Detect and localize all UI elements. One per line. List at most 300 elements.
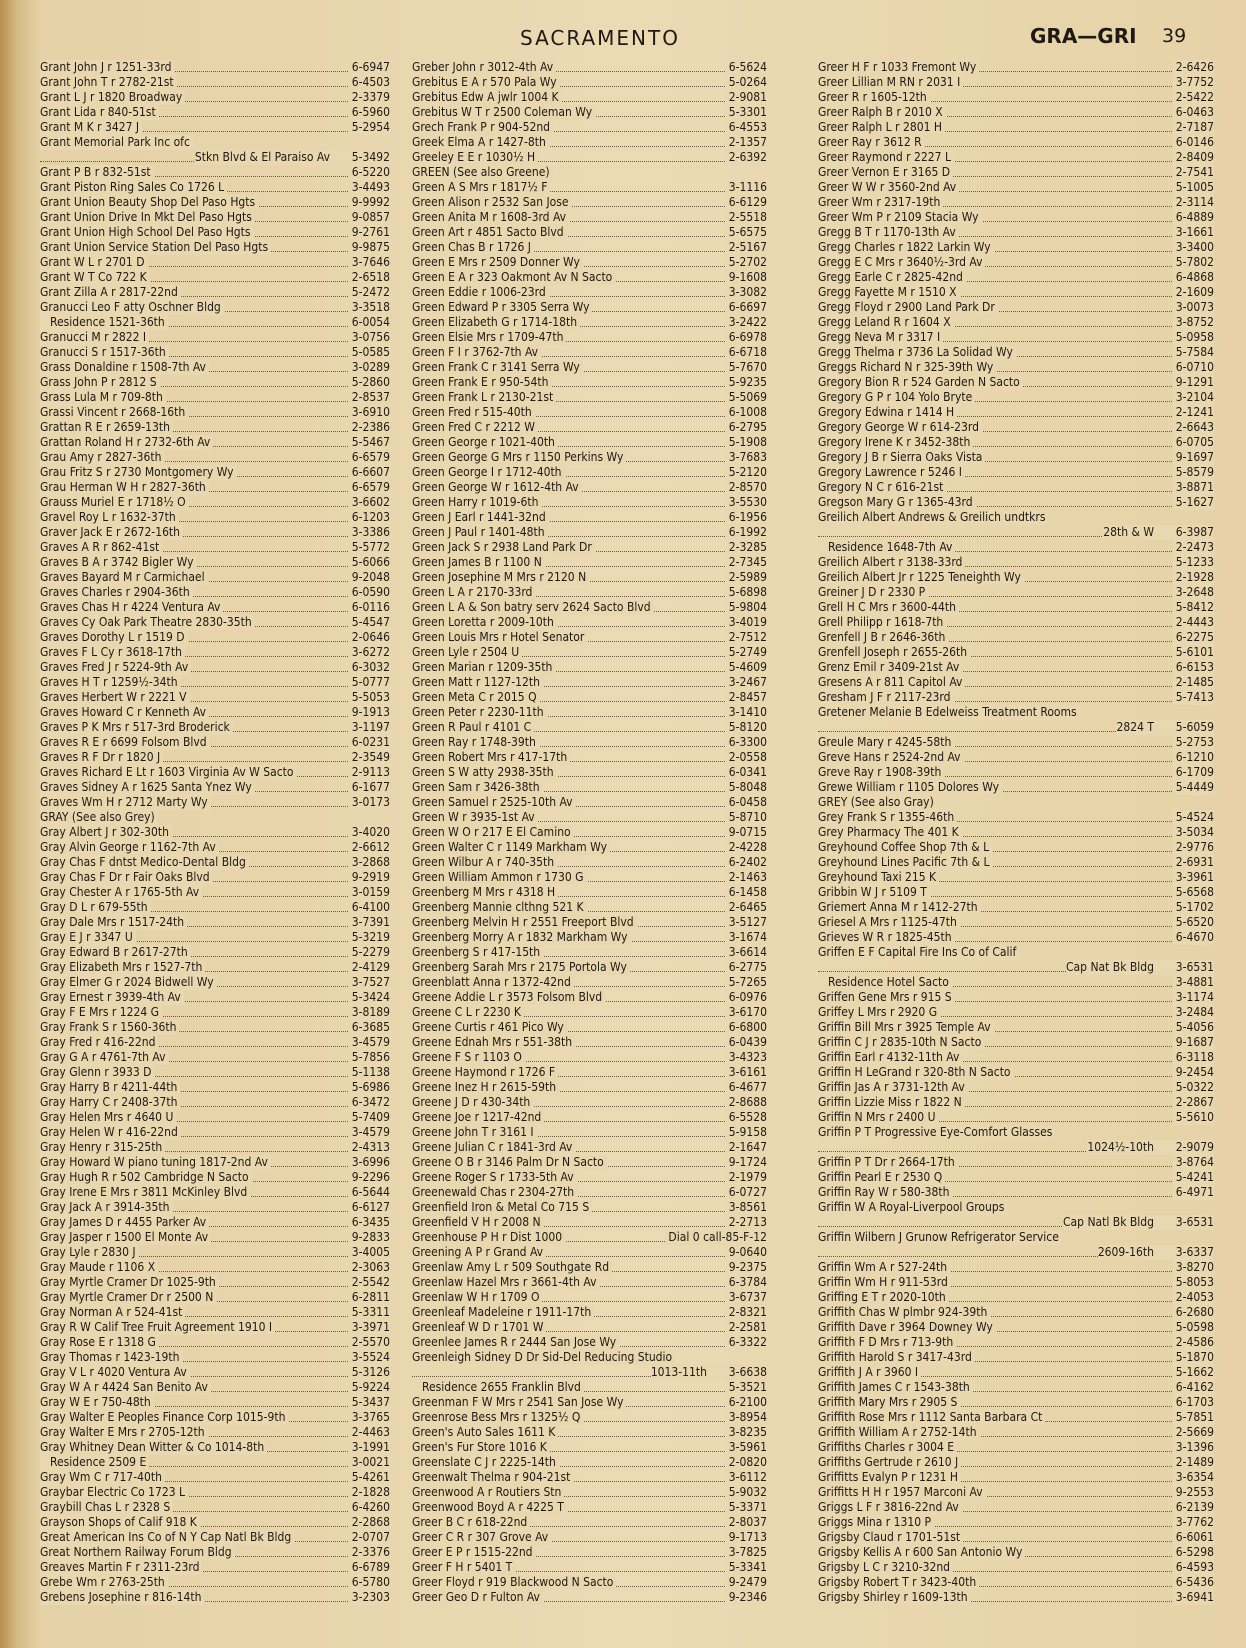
phone-number: 2-6612 [349,840,390,855]
phone-number: 5-8412 [1173,600,1214,615]
listing-entry [818,810,1214,825]
phone-number: 3-7391 [349,915,390,930]
listing-entry [412,180,767,195]
listing-entry [412,1440,767,1455]
listing-text: Grass John P r 2812 S [40,375,160,390]
listing-entry [40,240,390,255]
listing-entry [40,660,390,675]
listing-text: Granucci S r 1517-36th [40,345,169,360]
listing-text: Green Walter C r 1149 Markham Wy [412,840,610,855]
listing-text: Grewe William r 1105 Dolores Wy [818,780,1002,795]
listing-entry [412,60,767,75]
listing-entry [40,525,390,540]
listing-entry [818,180,1214,195]
listing-entry [40,1095,390,1110]
phone-number: 9-2375 [726,1260,767,1275]
phone-number: 6-0054 [349,315,390,330]
listing-text: Green William Ammon r 1730 G [412,870,587,885]
listing-entry [412,810,767,825]
phone-number: 2-8688 [726,1095,767,1110]
listing-text: Green Matt r 1127-12th [412,675,543,690]
phone-number: 2-4313 [349,1140,390,1155]
phone-number: 6-5960 [349,105,390,120]
listing-text: Gray Elmer G r 2024 Bidwell Wy [40,975,217,990]
listing-text: Griggs Mina r 1310 P [818,1515,934,1530]
listing-entry [818,1290,1214,1305]
phone-number: 5-6898 [726,585,767,600]
phone-number: 5-1870 [1173,1350,1214,1365]
listing-text: Griffen Gene Mrs r 915 S [818,990,955,1005]
listing-entry [818,1410,1214,1425]
listing-text: Green George G Mrs r 1150 Perkins Wy [412,450,626,465]
phone-number: 6-6129 [726,195,767,210]
phone-number: 6-6697 [726,300,767,315]
listing-entry [818,1155,1214,1170]
phone-number: 3-0021 [349,1455,390,1470]
phone-number: 2-0820 [726,1455,767,1470]
listing-text: Griffiths Charles r 3004 E [818,1440,957,1455]
listing-text: Green Marian r 1209-35th [412,660,555,675]
phone-number: 3-4019 [726,615,767,630]
listing-text: Greenwalt Thelma r 904-21st [412,1470,573,1485]
listing-entry [40,120,390,135]
phone-number: 2-1979 [726,1170,767,1185]
phone-number: 5-1233 [1173,555,1214,570]
phone-number: 9-2553 [1173,1485,1214,1500]
listing-entry [412,1275,767,1290]
listing-text: GREY (See also Gray) [818,795,937,810]
listing-text: Griffin Pearl E r 2530 Q [818,1170,945,1185]
listing-entry [40,900,390,915]
listing-text: Greer Ralph B r 2010 X [818,105,946,120]
listing-text: Grigsby Kellis A r 600 San Antonio Wy [818,1545,1025,1560]
listing-text: Green Peter r 2230-11th [412,705,547,720]
phone-number: 6-6127 [349,1200,390,1215]
listing-text: Green E A r 323 Oakmont Av N Sacto [412,270,615,285]
listing-entry [818,1515,1214,1530]
phone-number: 2-4463 [349,1425,390,1440]
listing-entry [818,420,1214,435]
phone-number: 2-5669 [1173,1425,1214,1440]
listing-text: Griffith Chas W plmbr 924-39th [818,1305,990,1320]
listing-text: Graves F L Cy r 3618-17th [40,645,185,660]
listing-entry [412,660,767,675]
listing-entry [40,1515,390,1530]
phone-number: 2-3114 [1173,195,1214,210]
phone-number: 9-2346 [726,1590,767,1605]
listing-entry [818,885,1214,900]
listing-text: Gregory Lawrence r 5246 I [818,465,965,480]
listing-entry [412,1185,767,1200]
listing-entry [818,945,1214,960]
listing-entry [40,1230,390,1245]
listing-entry [412,705,767,720]
listing-text: Griffith Mary Mrs r 2905 S [818,1395,960,1410]
phone-number: 5-3424 [349,990,390,1005]
phone-number: 2-4228 [726,840,767,855]
listing-text: Green Frank E r 950-54th [412,375,551,390]
phone-number: 9-1913 [349,705,390,720]
phone-number: 6-2275 [1173,630,1214,645]
phone-number: 9-1291 [1173,375,1214,390]
phone-number: 6-4593 [1173,1560,1214,1575]
listing-entry [818,345,1214,360]
listing-entry [412,1395,767,1410]
listing-text: Graves R E r 6699 Folsom Blvd [40,735,210,750]
listing-entry [818,1335,1214,1350]
listing-text: Green Samuel r 2525-10th Av [412,795,576,810]
listing-text: Grant John J r 1251-33rd [40,60,174,75]
phone-number: 6-1956 [726,510,767,525]
listing-entry [412,1035,767,1050]
listing-entry [818,255,1214,270]
listing-text: Green Louis Mrs r Hotel Senator [412,630,587,645]
listing-entry [412,1050,767,1065]
listing-entry [40,300,390,315]
listing-text: Gregg Thelma r 3736 La Solidad Wy [818,345,1016,360]
listing-entry [40,600,390,615]
phone-number: 3-1197 [349,720,390,735]
listing-text: Gray Irene E Mrs r 3811 McKinley Blvd [40,1185,250,1200]
listing-entry [412,1020,767,1035]
phone-number: 2-8409 [1173,150,1214,165]
listing-entry [818,285,1214,300]
listing-text: Gray Harry B r 4211-44th [40,1080,180,1095]
listing-entry [412,90,767,105]
listing-entry [40,1485,390,1500]
phone-number: 5-3341 [726,1560,767,1575]
listing-entry [412,405,767,420]
listing-entry [40,885,390,900]
phone-number: 6-3435 [349,1215,390,1230]
phone-number: 5-3371 [726,1500,767,1515]
listing-entry [818,765,1214,780]
phone-number: 3-6941 [1173,1590,1214,1605]
phone-number: 6-6718 [726,345,767,360]
listing-entry [818,315,1214,330]
phone-number: 6-0146 [1173,135,1214,150]
listing-entry [818,915,1214,930]
listing-text: Griffing E T r 2020-10th [818,1290,949,1305]
phone-number: 6-5780 [349,1575,390,1590]
listing-text: Gray Jasper r 1500 El Monte Av [40,1230,211,1245]
listing-entry [818,1305,1214,1320]
phone-number: 3-2868 [349,855,390,870]
listing-text: Grant Lida r 840-51st [40,105,159,120]
listing-text: Griffin Earl r 4132-11th Av [818,1050,962,1065]
listing-entry [412,930,767,945]
phone-number: 5-6066 [349,555,390,570]
listing-entry [412,135,767,150]
listing-entry [40,285,390,300]
listing-entry [412,540,767,555]
listing-entry [40,1590,390,1605]
listing-entry [40,645,390,660]
listing-text: Grebens Josephine r 816-14th [40,1590,204,1605]
phone-number: 5-8053 [1173,1275,1214,1290]
phone-number: 6-3118 [1173,1050,1214,1065]
phone-number: 6-4260 [349,1500,390,1515]
listing-entry [412,855,767,870]
listing-entry [818,1365,1214,1380]
listing-text: Gresens A r 811 Capitol Av [818,675,965,690]
phone-number: 5-2120 [726,465,767,480]
listing-entry [412,570,767,585]
listing-text: Gray Thomas r 1423-19th [40,1350,183,1365]
phone-number: 3-1116 [726,180,767,195]
listing-entry [818,1020,1214,1035]
listing-text: Greenslate C J r 2225-14th [412,1455,559,1470]
listing-entry [40,405,390,420]
phone-number: 3-4579 [349,1035,390,1050]
listing-text: Grigsby Claud r 1701-51st [818,1530,963,1545]
listing-text: Residence 1648-7th Av [818,540,955,555]
listing-entry [40,1155,390,1170]
listing-text: Greenberg Melvin H r 2551 Freeport Blvd [412,915,637,930]
phone-number: 3-4579 [349,1125,390,1140]
listing-entry [412,1230,767,1245]
listing-text: Greber John r 3012-4th Av [412,60,556,75]
phone-number: 5-7584 [1173,345,1214,360]
listing-entry [818,1215,1214,1230]
listing-text: Green Robert Mrs r 417-17th [412,750,570,765]
listing-text: Gray W A r 4424 San Benito Av [40,1380,211,1395]
phone-number: 2-1463 [726,870,767,885]
listing-text: Gregory J B r Sierra Oaks Vista [818,450,985,465]
phone-number: 6-2680 [1173,1305,1214,1320]
phone-number: 9-0640 [726,1245,767,1260]
listing-text: Greene Curtis r 461 Pico Wy [412,1020,567,1035]
listing-text: Green Chas B r 1726 J [412,240,534,255]
phone-number: 6-1458 [726,885,767,900]
listing-text: Residence 2509 E [40,1455,149,1470]
phone-number: 2-1485 [1173,675,1214,690]
listing-text: Gray Chas F dntst Medico-Dental Bldg [40,855,249,870]
listing-text: Gray Chas F Dr r Fair Oaks Blvd [40,870,213,885]
listing-entry [412,510,767,525]
listing-entry [40,330,390,345]
listing-text: Grauss Muriel E r 1718½ O [40,495,189,510]
phone-number: 2-1828 [349,1485,390,1500]
listing-text: Green's Fur Store 1016 K [412,1440,550,1455]
phone-number: 5-9158 [726,1125,767,1140]
listing-text: Greggs Richard N r 325-39th Wy [818,360,996,375]
phone-number: 5-8710 [726,810,767,825]
listing-text: Gray Myrtle Cramer Dr 1025-9th [40,1275,219,1290]
phone-number: 3-4323 [726,1050,767,1065]
phone-number: 2-4053 [1173,1290,1214,1305]
listing-text: Gray Lyle r 2830 J [40,1245,139,1260]
listing-entry [818,1560,1214,1575]
listing-text: Greer Floyd r 919 Blackwood N Sacto [412,1575,616,1590]
listing-text: Great American Ins Co of N Y Cap Natl Bk Bldg [40,1530,294,1545]
phone-number: 5-6059 [1173,720,1214,735]
phone-number: 6-3987 [1173,525,1214,540]
listing-text: Gravel Roy L r 1632-37th [40,510,179,525]
listing-entry [818,960,1214,975]
phone-number: 2-5167 [726,240,767,255]
listing-text: Graves Fred J r 5224-9th Av [40,660,191,675]
listing-entry [40,780,390,795]
listing-entry [40,540,390,555]
listing-text: Green L A & Son batry serv 2624 Sacto Blvd [412,600,654,615]
listing-entry [412,990,767,1005]
phone-number: 3-5961 [726,1440,767,1455]
listing-text: Green Elizabeth G r 1714-18th [412,315,580,330]
phone-number: 6-6579 [349,450,390,465]
listing-entry [412,150,767,165]
phone-number: 6-1709 [1173,765,1214,780]
phone-number: 2-2386 [349,420,390,435]
phone-number: 3-1674 [726,930,767,945]
phone-number: 3-0289 [349,360,390,375]
listing-entry [818,780,1214,795]
listing-entry [818,165,1214,180]
listing-text: Griffin C J r 2835-10th N Sacto [818,1035,984,1050]
listing-text: Greene Julian C r 1841-3rd Av [412,1140,575,1155]
phone-number: 6-5528 [726,1110,767,1125]
phone-number: 3-7825 [726,1545,767,1560]
listing-entry [40,975,390,990]
listing-text: Gray Walter E Mrs r 2705-12th [40,1425,208,1440]
listing-text: Grech Frank P r 904-52nd [412,120,553,135]
listing-entry [412,525,767,540]
listing-entry [412,210,767,225]
listing-entry [40,135,390,150]
phone-number: 6-0458 [726,795,767,810]
phone-number: 6-0705 [1173,435,1214,450]
listing-text: Greve Ray r 1908-39th [818,765,944,780]
listing-text: Greve Hans r 2524-2nd Av [818,750,964,765]
listing-text: Green Lyle r 2504 U [412,645,522,660]
listing-entry [412,1530,767,1545]
listing-text: Grant M K r 3427 J [40,120,142,135]
phone-number: 5-0777 [349,675,390,690]
listing-entry [40,1200,390,1215]
listing-entry [40,375,390,390]
listing-entry [412,735,767,750]
phone-number: 2-8570 [726,480,767,495]
listing-text: Gribbin W J r 5109 T [818,885,930,900]
listing-text: Greenlee James R r 2444 San Jose Wy [412,1335,619,1350]
listing-text: Grant W L r 2701 D [40,255,148,270]
listing-entry [818,1185,1214,1200]
listing-text: Green George W r 1612-4th Av [412,480,582,495]
listing-text: Grell Philipp r 1618-7th [818,615,946,630]
phone-number: 5-7409 [349,1110,390,1125]
directory-column-2 [412,60,767,1605]
listing-text: Gray Edward B r 2617-27th [40,945,191,960]
phone-number: 5-3492 [349,150,390,165]
listing-entry [40,1395,390,1410]
phone-number: 2-7512 [726,630,767,645]
listing-text: Graves Bayard M r Carmichael [40,570,208,585]
phone-number: 2-2473 [1173,540,1214,555]
phone-number: 9-2454 [1173,1065,1214,1080]
listing-text: Griffin W A Royal-Liverpool Groups [818,1200,1007,1215]
listing-entry [412,1290,767,1305]
listing-entry [412,75,767,90]
listing-text: Greenwood A r Routiers Stn [412,1485,564,1500]
phone-number: 6-0116 [349,600,390,615]
listing-text: Grant Union Service Station Del Paso Hgts [40,240,271,255]
phone-number: 3-3971 [349,1320,390,1335]
listing-entry [818,360,1214,375]
listing-entry [818,1260,1214,1275]
phone-number: 2-3379 [349,90,390,105]
listing-entry [40,1335,390,1350]
phone-number: 3-1991 [349,1440,390,1455]
listing-text: Greenfield Iron & Metal Co 715 S [412,1200,592,1215]
listing-entry [412,1335,767,1350]
listing-entry [412,450,767,465]
listing-text: Griffen E F Capital Fire Ins Co of Calif [818,945,1019,960]
phone-number: 3-8270 [1173,1260,1214,1275]
phone-number: 6-0727 [726,1185,767,1200]
listing-text: Green Edward P r 3305 Serra Wy [412,300,592,315]
listing-text: Griffith Harold S r 3417-43rd [818,1350,975,1365]
listing-entry [40,1500,390,1515]
listing-entry [412,495,767,510]
phone-number: 3-6354 [1173,1470,1214,1485]
phone-number: 2-8457 [726,690,767,705]
listing-entry [818,90,1214,105]
listing-text: Green James B r 1100 N [412,555,545,570]
phone-number: 5-8579 [1173,465,1214,480]
listing-entry [40,1035,390,1050]
listing-text: Graves A R r 862-41st [40,540,162,555]
phone-number: 9-1687 [1173,1035,1214,1050]
phone-number: 9-9992 [349,195,390,210]
listing-text: Greenberg S r 417-15th [412,945,543,960]
listing-entry [818,1425,1214,1440]
listing-entry [412,120,767,135]
listing-text: Greilich Albert Andrews & Greilich undtkrs [818,510,1048,525]
phone-number: 3-5034 [1173,825,1214,840]
listing-text: Green Elsie Mrs r 1709-47th [412,330,566,345]
listing-text: Gray Wm C r 717-40th [40,1470,165,1485]
listing-entry [412,870,767,885]
listing-text: Grau Fritz S r 2730 Montgomery Wy [40,465,237,480]
listing-text: Green W O r 217 E El Camino [412,825,574,840]
listing-entry [412,1575,767,1590]
listing-text: Greenlaw Hazel Mrs r 3661-4th Av [412,1275,600,1290]
listing-entry [818,75,1214,90]
listing-entry [818,1320,1214,1335]
phone-number: 9-0857 [349,210,390,225]
phone-number: 3-6638 [726,1365,767,1380]
phone-number: 3-4881 [1173,975,1214,990]
name-range: GRA—GRI [1030,24,1137,48]
phone-number: 9-9875 [349,240,390,255]
phone-number: 3-2104 [1173,390,1214,405]
listing-text: Greer E P r 1515-22nd [412,1545,536,1560]
listing-entry [818,480,1214,495]
listing-text: Grant Memorial Park Inc ofc [40,135,193,150]
page-header [0,22,1246,56]
listing-text: Grant Union High School Del Paso Hgts [40,225,254,240]
listing-entry [412,270,767,285]
listing-text: Griffin Wm H r 911-53rd [818,1275,951,1290]
phone-number: 6-4100 [349,900,390,915]
listing-text: Greene O B r 3146 Palm Dr N Sacto [412,1155,607,1170]
phone-number: 6-6978 [726,330,767,345]
listing-entry [818,630,1214,645]
listing-text: Greene F S r 1103 O [412,1050,525,1065]
listing-entry [40,1050,390,1065]
listing-text: Griffith Dave r 3964 Downey Wy [818,1320,996,1335]
phone-number: 3-0073 [1173,300,1214,315]
